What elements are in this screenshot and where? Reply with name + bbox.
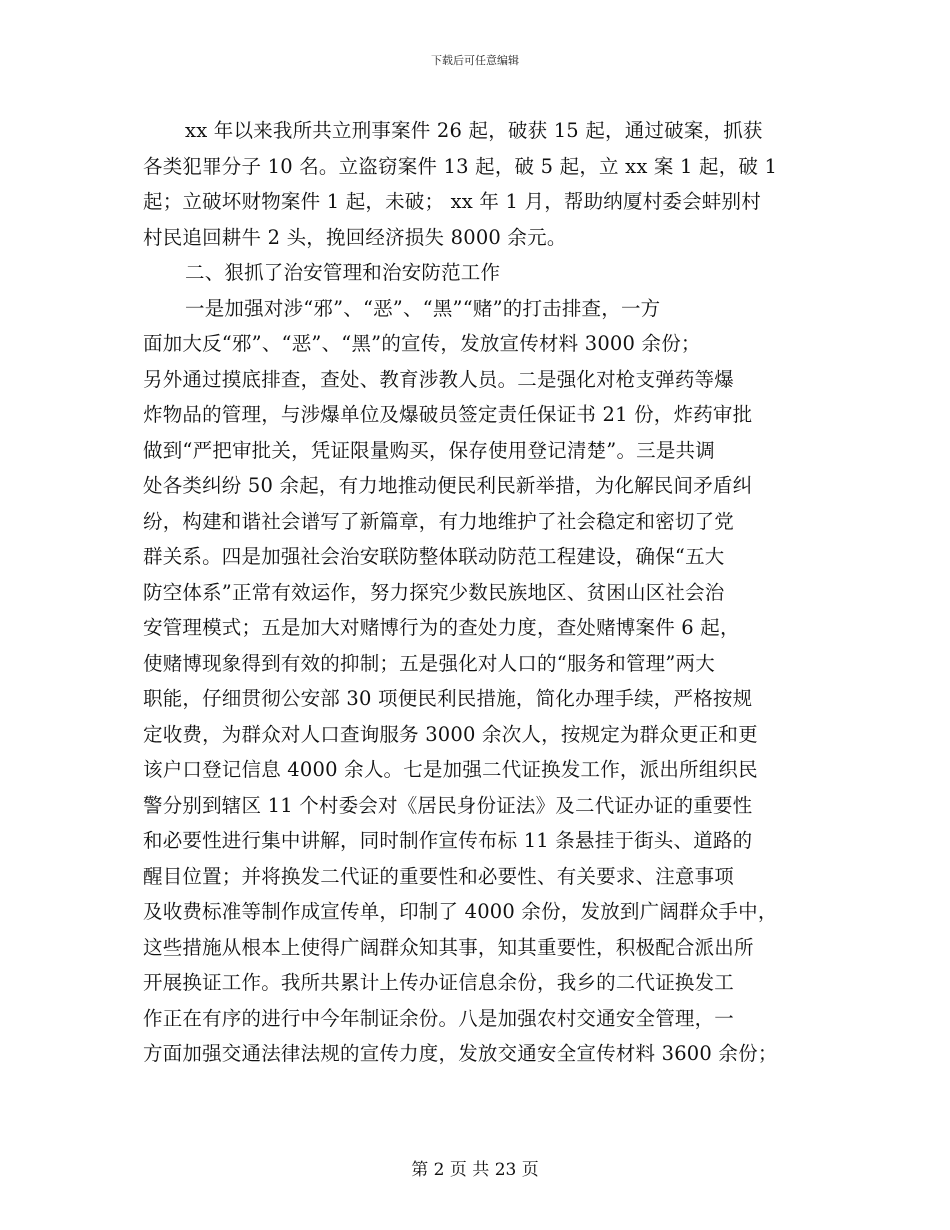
paragraph-line: 村民追回耕牛 2 头，挽回经济损失 8000 余元。 [143, 225, 567, 249]
paragraph-line: 方面加强交通法律法规的宣传力度，发放交通安全宣传材料 3600 余份； [143, 1042, 778, 1065]
paragraph-line: 防空体系”正常有效运作，努力探究少数民族地区、贫困山区社会治 [143, 580, 725, 604]
section-heading: 二、狠抓了治安管理和治安防范工作 [185, 261, 501, 284]
paragraph-line: 定收费，为群众对人口查询服务 3000 余次人，按规定为群众更正和更 [143, 722, 758, 746]
paragraph-line: 及收费标准等制作成宣传单，印制了 4000 余份，发放到广阔群众手中， [143, 900, 778, 923]
paragraph-line: 作正在有序的进行中今年制证余份。八是加强农村交通安全管理，一 [143, 1006, 735, 1030]
paragraph-line: 一是加强对涉“邪”、“恶”、“黑”“赌”的打击排查，一方 [185, 296, 661, 320]
paragraph-line: 处各类纠纷 50 余起，有力地推动便民利民新举措，为化解民间矛盾纠 [143, 474, 753, 497]
paragraph-line: 纷，构建和谐社会谱写了新篇章，有力地维护了社会稳定和密切了党 [143, 509, 735, 533]
page-header: 下载后可任意编辑 [431, 54, 519, 67]
paragraph-line: 和必要性进行集中讲解，同时制作宣传布标 11 条悬挂于街头、道路的 [143, 829, 753, 852]
paragraph-line: 该户口登记信息 4000 余人。七是加强二代证换发工作，派出所组织民 [143, 758, 758, 781]
paragraph-line: xx 年以来我所共立刑事案件 26 起，破获 15 起，通过破案，抓获 [185, 119, 763, 142]
paragraph-line: 起；立破坏财物案件 1 起，未破； xx 年 1 月，帮助纳厦村委会蚌别村 [143, 190, 761, 213]
paragraph-line: 炸物品的管理，与涉爆单位及爆破员签定责任保证书 21 份，炸药审批 [143, 403, 753, 426]
paragraph-line: 使赌博现象得到有效的抑制；五是强化对人口的“服务和管理”两大 [143, 651, 715, 675]
paragraph-line: 这些措施从根本上使得广阔群众知其事，知其重要性，积极配合派出所 [143, 935, 754, 959]
paragraph-line: 开展换证工作。我所共累计上传办证信息余份，我乡的二代证换发工 [143, 971, 735, 994]
paragraph-line: 另外通过摸底排查，查处、教育涉教人员。二是强化对枪支弹药等爆 [143, 367, 735, 391]
paragraph-line: 面加大反“邪”、“恶”、“黑”的宣传，发放宣传材料 3000 余份； [143, 332, 701, 355]
document-body [143, 113, 815, 1072]
paragraph-line: 群关系。四是加强社会治安联防整体联动防范工程建设，确保“五大 [143, 545, 725, 568]
page-footer: 第 2 页 共 23 页 [411, 1160, 539, 1180]
paragraph-line: 做到“严把审批关，凭证限量购买，保存使用登记清楚”。三是共调 [143, 438, 715, 462]
paragraph-line: 各类犯罪分子 10 名。立盗窃案件 13 起，破 5 起，立 xx 案 1 起，破 1 [143, 154, 778, 178]
paragraph-line: 醒目位置；并将换发二代证的重要性和必要性、有关要求、注意事项 [143, 864, 735, 888]
paragraph-line: 安管理模式；五是加大对赌博行为的查处力度，查处赌博案件 6 起， [143, 616, 740, 639]
paragraph-line: 警分别到辖区 11 个村委会对《居民身份证法》及二代证办证的重要性 [143, 793, 753, 817]
paragraph-line: 职能，仔细贯彻公安部 30 项便民利民措施，简化办理手续，严格按规 [143, 687, 753, 710]
